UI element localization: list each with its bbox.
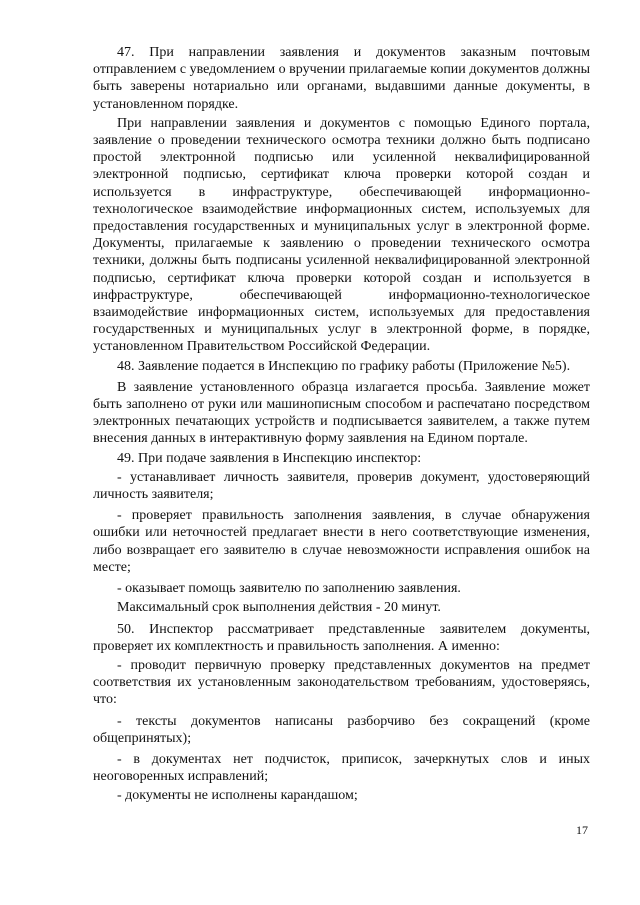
page-number: 17 bbox=[576, 823, 588, 837]
list-item-assistance: - оказывает помощь заявителю по заполнению заявления. bbox=[117, 581, 461, 597]
list-item-no-corrections: - в документах нет подчисток, приписок, зачеркнутых слов и иных неоговоренных исправлений; bbox=[93, 751, 590, 785]
paragraph-47: 47. При направлении заявления и документов заказным почтовым отправлением с уведомлением о вручении прилагаемые копии документов должны быть заверены нотариально или органами, выдавшими данные документы, в установленном порядке. bbox=[93, 45, 590, 112]
paragraph-portal-submission: При направлении заявления и документов с помощью Единого портала, заявление о проведении технического осмотра техники должно быть подписано простой электронной подписью или усиленной неквалифицированной электронной подписью, сертификат ключа проверки которой создан и используется в инфраструктуре, обеспечивающей информационно-технологическое взаимодействие информационных систем, используемых для предоставления государственных и муниципальных услуг в электронной форме. Документы, прилагаемые к заявлению о проведении технического осмотра техники, должны быть подписаны усиленной неквалифицированной электронной подписью, сертификат ключа проверки которой создан и используется в инфраструктуре, обеспечивающей информационно-технологическое взаимодействие информационных систем, используемых для предоставления государственных и муниципальных услуг в электронной форме, в порядке, установленном Правительством Российской Федерации. bbox=[93, 115, 590, 355]
paragraph-max-time: Максимальный срок выполнения действия - 20 минут. bbox=[117, 600, 441, 616]
paragraph-application-form: В заявление установленного образца излагается просьба. Заявление может быть заполнено от руки или машинописным способом и распечатано посредством электронных печатающих устройств и подписывается заявителем, а также путем внесения данных в интерактивную форму заявления на Едином портале. bbox=[93, 379, 590, 447]
paragraph-49: 49. При подаче заявления в Инспекцию инспектор: bbox=[117, 450, 422, 466]
list-item-initial-check: - проводит первичную проверку представленных документов на предмет соответствия их установленным законодательством требованиям, удостоверяясь, что: bbox=[93, 657, 590, 708]
paragraph-48: 48. Заявление подается в Инспекцию по графику работы (Приложение №5). bbox=[117, 358, 571, 374]
paragraph-50: 50. Инспектор рассматривает представленные заявителем документы, проверяет их комплектность и правильность заполнения. А именно: bbox=[93, 621, 590, 654]
list-item-identity-check: - устанавливает личность заявителя, проверив документ, удостоверяющий личность заявителя; bbox=[93, 469, 590, 503]
list-item-form-check: - проверяет правильность заполнения заявления, в случае обнаружения ошибки или неточностей предлагает внести в него соответствующие изменения, либо возвращает его заявителю в случае невозможности исправления ошибок на месте; bbox=[93, 508, 590, 575]
list-item-legible-texts: - тексты документов написаны разборчиво без сокращений (кроме общепринятых); bbox=[93, 713, 590, 746]
document-body bbox=[93, 44, 590, 807]
list-item-no-pencil: - документы не исполнены карандашом; bbox=[117, 788, 358, 804]
